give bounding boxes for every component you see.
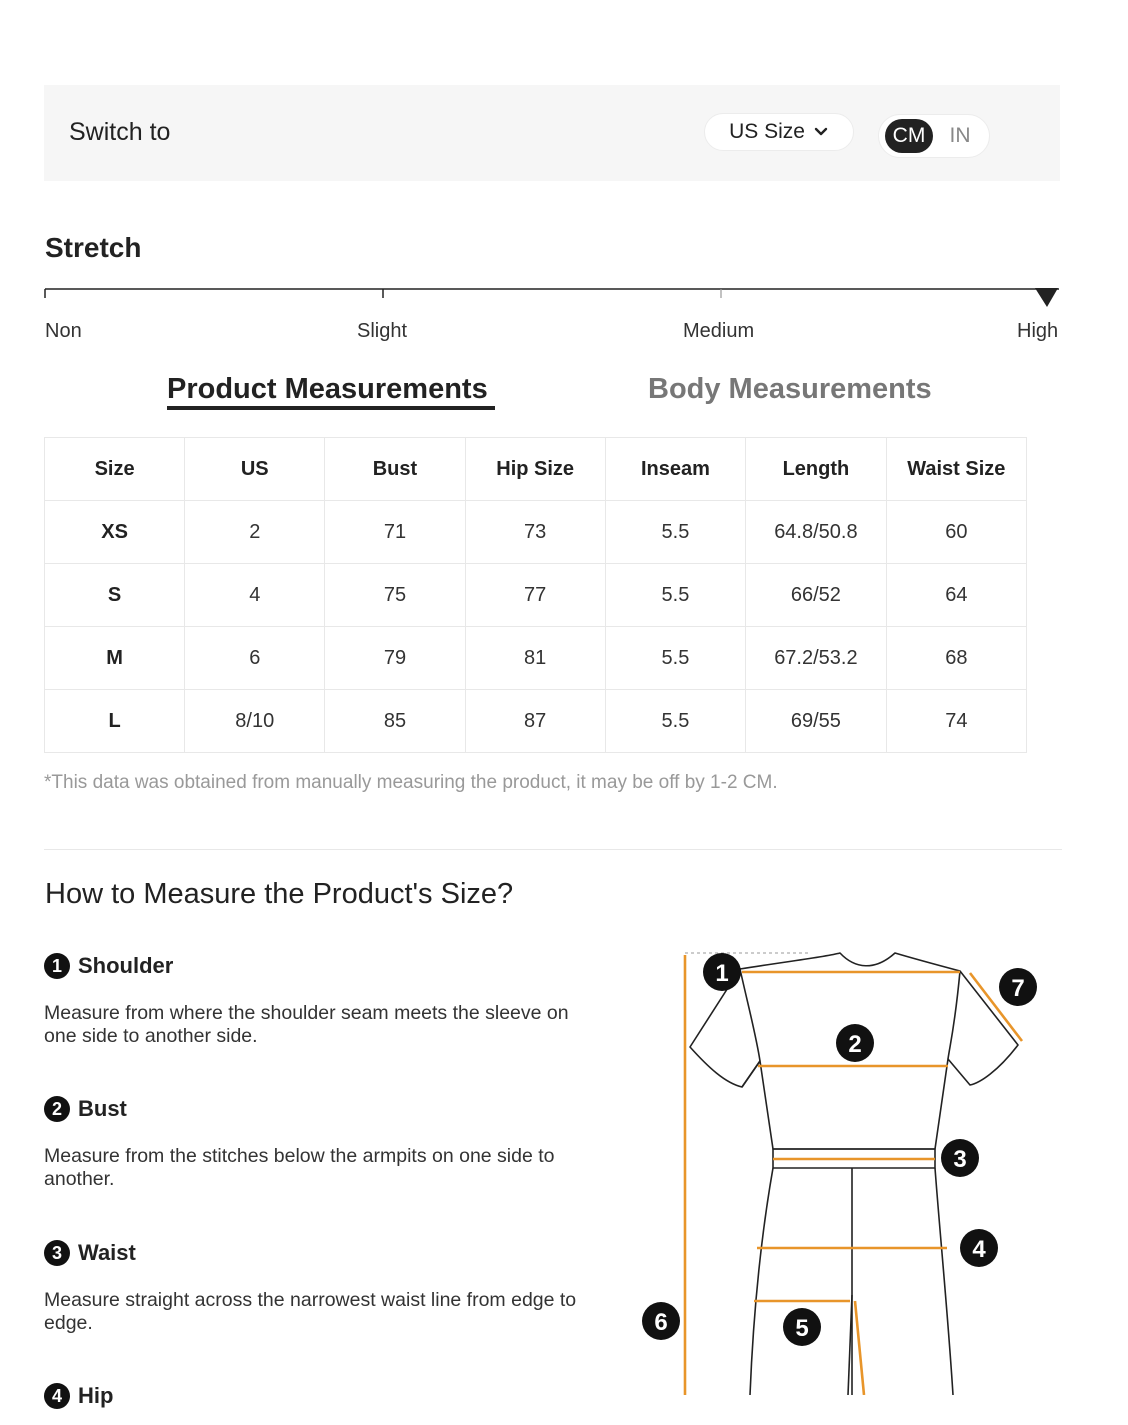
svg-text:4: 4 [972,1236,986,1263]
header-size: Size [45,438,185,501]
cell-hip: 77 [465,564,605,627]
unit-switch-bar [44,85,1060,181]
table-row [45,564,1027,627]
cell-inseam: 5.5 [605,564,745,627]
chevron-down-icon [813,124,829,140]
table-row [45,690,1027,753]
step-title: Shoulder [78,953,174,978]
table-header-row [45,438,1027,501]
step-hip [44,1383,113,1409]
cell-inseam: 5.5 [605,501,745,564]
howto-title: How to Measure the Product's Size? [45,878,514,910]
cell-length: 66/52 [746,564,887,627]
switch-to-label: Switch to [69,118,171,146]
size-system-value: US Size [729,120,805,143]
garment-measurement-diagram [630,935,1070,1395]
svg-text:3: 3 [953,1146,967,1173]
cell-size: L [45,690,185,753]
stretch-level-non: Non [45,320,82,342]
unit-cm-button[interactable]: CM [885,119,933,153]
header-us: US [185,438,325,501]
cell-size: S [45,564,185,627]
header-waist-size: Waist Size [886,438,1026,501]
step-title: Hip [78,1383,114,1408]
cell-inseam: 5.5 [605,690,745,753]
cell-us: 2 [185,501,325,564]
cell-hip: 73 [465,501,605,564]
unit-toggle [878,114,990,158]
section-divider [44,849,1062,850]
cell-bust: 75 [325,564,465,627]
unit-in-button[interactable]: IN [949,124,971,147]
diagram-badge-1 [703,953,741,991]
step-description: Measure from where the shoulder seam meets the sleeve on one side to another side. [44,1002,569,1047]
cell-us: 4 [185,564,325,627]
cell-waist: 60 [886,501,1026,564]
header-bust: Bust [325,438,465,501]
table-row [45,501,1027,564]
measurements-table [44,437,1027,753]
cell-bust: 85 [325,690,465,753]
header-length: Length [746,438,887,501]
step-description: Measure from the stitches below the armpits on one side to another. [44,1145,555,1190]
step-bust [44,1096,127,1122]
stretch-title: Stretch [45,232,142,263]
svg-text:5: 5 [795,1315,809,1342]
svg-text:7: 7 [1011,975,1025,1002]
cell-waist: 68 [886,627,1026,690]
cell-bust: 71 [325,501,465,564]
diagram-badge-3 [941,1139,979,1177]
cell-inseam: 5.5 [605,627,745,690]
diagram-badge-4 [960,1229,998,1267]
cell-us: 6 [185,627,325,690]
cell-length: 64.8/50.8 [746,501,887,564]
svg-text:2: 2 [848,1031,862,1058]
tab-body-measurements[interactable]: Body Measurements [648,373,932,405]
measurement-disclaimer: *This data was obtained from manually measuring the product, it may be off by 1-2 CM. [44,772,778,793]
cell-length: 69/55 [746,690,887,753]
cell-size: XS [45,501,185,564]
stretch-level-slight: Slight [357,320,408,342]
cell-waist: 64 [886,564,1026,627]
cell-length: 67.2/53.2 [746,627,887,690]
diagram-badge-6 [642,1302,680,1340]
table-row [45,627,1027,690]
svg-text:6: 6 [654,1309,668,1336]
svg-text:1: 1 [715,960,729,987]
cell-hip: 81 [465,627,605,690]
step-number-badge: 1 [44,953,70,979]
diagram-badge-7 [999,968,1037,1006]
tab-product-measurements[interactable]: Product Measurements [167,373,488,405]
stretch-indicator-icon [1035,288,1058,307]
diagram-badge-2 [836,1024,874,1062]
cell-size: M [45,627,185,690]
step-shoulder [44,953,173,979]
cell-hip: 87 [465,690,605,753]
stretch-level-high: High [1017,320,1059,342]
header-inseam: Inseam [605,438,745,501]
step-number-badge: 4 [44,1383,70,1409]
stretch-level-medium: Medium [683,320,755,342]
cell-bust: 79 [325,627,465,690]
active-tab-underline [167,406,495,410]
step-number-badge: 3 [44,1240,70,1266]
cell-waist: 74 [886,690,1026,753]
stretch-scale [44,282,1064,312]
diagram-badge-5 [783,1308,821,1346]
step-title: Waist [78,1240,136,1265]
step-title: Bust [78,1096,127,1121]
step-description: Measure straight across the narrowest waist line from edge to edge. [44,1289,577,1334]
size-system-dropdown[interactable] [704,113,854,151]
step-waist [44,1240,136,1266]
cell-us: 8/10 [185,690,325,753]
step-number-badge: 2 [44,1096,70,1122]
header-hip-size: Hip Size [465,438,605,501]
